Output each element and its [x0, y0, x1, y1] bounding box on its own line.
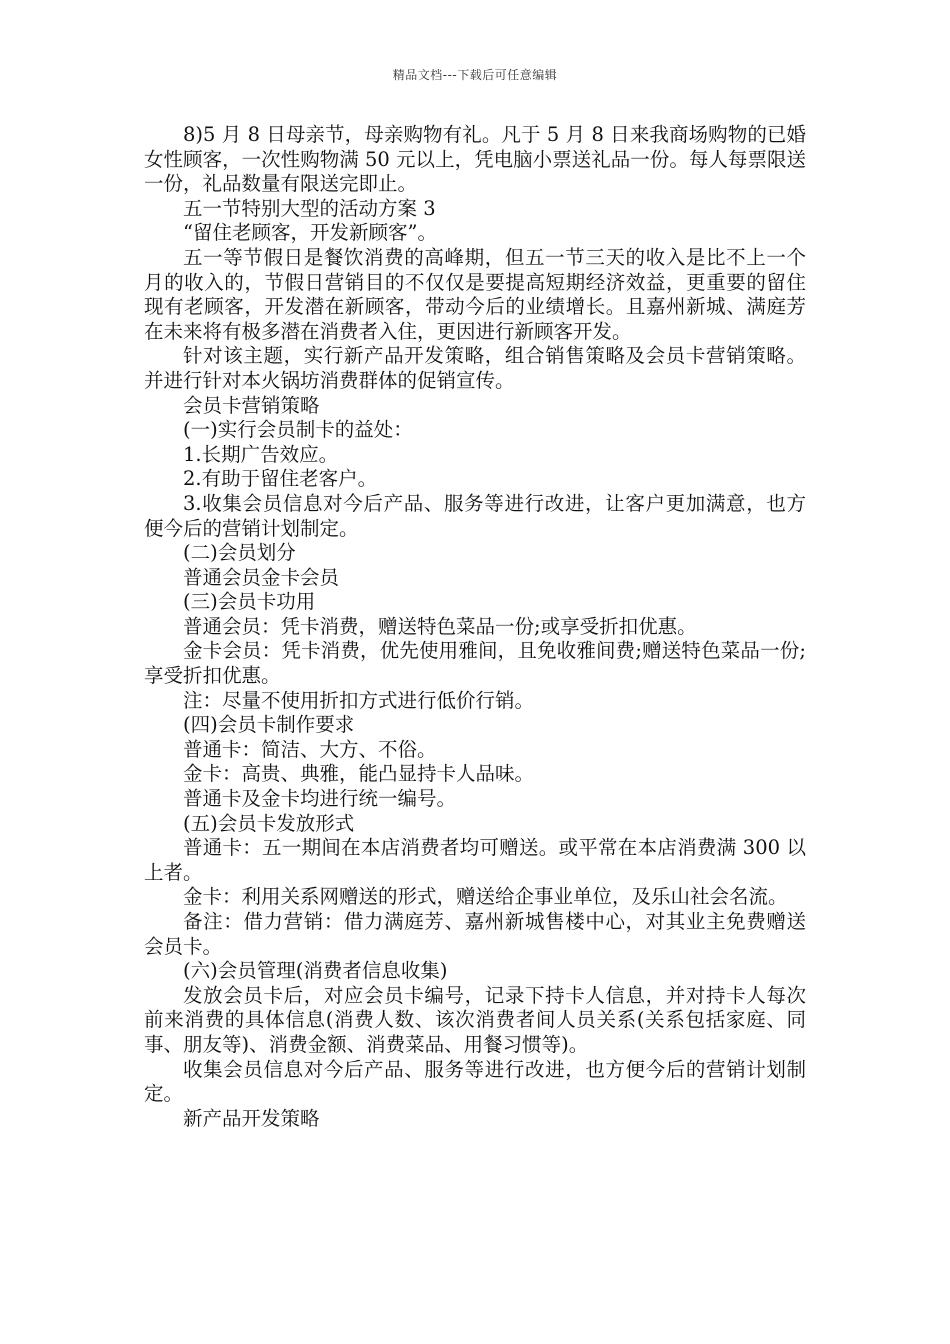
page-header-note: 精品文档---下载后可任意编辑: [392, 68, 558, 82]
paragraph: 发放会员卡后，对应会员卡编号，记录下持卡人信息，并对持卡人每次前来消费的具体信息(消费人数、该次消费者间人员关系(关系包括家庭、同事、朋友等)、消费金额、消费菜品、用餐习惯等)。: [144, 983, 806, 1056]
subsection-heading: (一)实行会员制卡的益处：: [183, 418, 413, 442]
paragraph: 金卡：利用关系网赠送的形式，赠送给企事业单位，及乐山社会名流。: [183, 885, 788, 909]
subsection-heading: (三)会员卡功用: [183, 590, 316, 614]
paragraph: 注：尽量不使用折扣方式进行低价行销。: [183, 688, 535, 712]
paragraph: 普通卡：简洁、大方、不俗。: [183, 737, 437, 761]
paragraph: 金卡：高贵、典雅，能凸显持卡人品味。: [183, 762, 535, 786]
paragraph: 金卡会员：凭卡消费，优先使用雅间，且免收雅间费;赠送特色菜品一份;享受折扣优惠。: [144, 639, 806, 688]
paragraph: 五一节特别大型的活动方案 3: [183, 196, 436, 220]
list-item: 3.收集会员信息对今后产品、服务等进行改进，让客户更加满意，也方便今后的营销计划制定。: [144, 491, 806, 540]
paragraph: 普通卡：五一期间在本店消费者均可赠送。或平常在本店消费满 300 以上者。: [144, 836, 806, 884]
paragraph: 备注：借力营销：借力满庭芳、嘉州新城售楼中心，对其业主免费赠送会员卡。: [144, 910, 806, 958]
section-heading: 会员卡营销策略: [183, 393, 320, 417]
list-item: 1.长期广告效应。: [183, 442, 339, 466]
list-item: 2.有助于留住老客户。: [183, 467, 378, 491]
paragraph: 8)5 月 8 日母亲节，母亲购物有礼。凡于 5 月 8 日来我商场购物的已婚女性顾客，一次性购物满 50 元以上，凭电脑小票送礼品一份。每人每票限送一份，礼品数量有限送完即止。: [144, 123, 806, 196]
section-heading: 新产品开发策略: [183, 1106, 320, 1130]
paragraph: 五一等节假日是餐饮消费的高峰期，但五一节三天的收入是比不上一个月的收入的，节假日营销目的不仅仅是要提高短期经济效益，更重要的留住现有老顾客，开发潜在新顾客，带动今后的业绩增长。且嘉州新城、满庭芳在未来将有极多潜在消费者入住，更因进行新顾客开发。: [144, 245, 806, 343]
subsection-heading: (四)会员卡制作要求: [183, 713, 355, 737]
paragraph: 普通会员金卡会员: [183, 565, 340, 589]
subsection-heading: (六)会员管理(消费者信息收集): [183, 959, 448, 983]
paragraph: 收集会员信息对今后产品、服务等进行改进，也方便今后的营销计划制定。: [144, 1057, 806, 1106]
subsection-heading: (五)会员卡发放形式: [183, 811, 355, 835]
subsection-heading: (二)会员划分: [183, 541, 296, 565]
paragraph: “留住老顾客，开发新顾客”。: [183, 221, 437, 245]
paragraph: 针对该主题，实行新产品开发策略，组合销售策略及会员卡营销策略。并进行针对本火锅坊消费群体的促销宣传。: [144, 344, 806, 392]
document-body: [144, 123, 806, 1131]
paragraph: 普通卡及金卡均进行统一编号。: [183, 787, 457, 811]
paragraph: 普通会员：凭卡消费，赠送特色菜品一份;或享受折扣优惠。: [183, 614, 697, 638]
